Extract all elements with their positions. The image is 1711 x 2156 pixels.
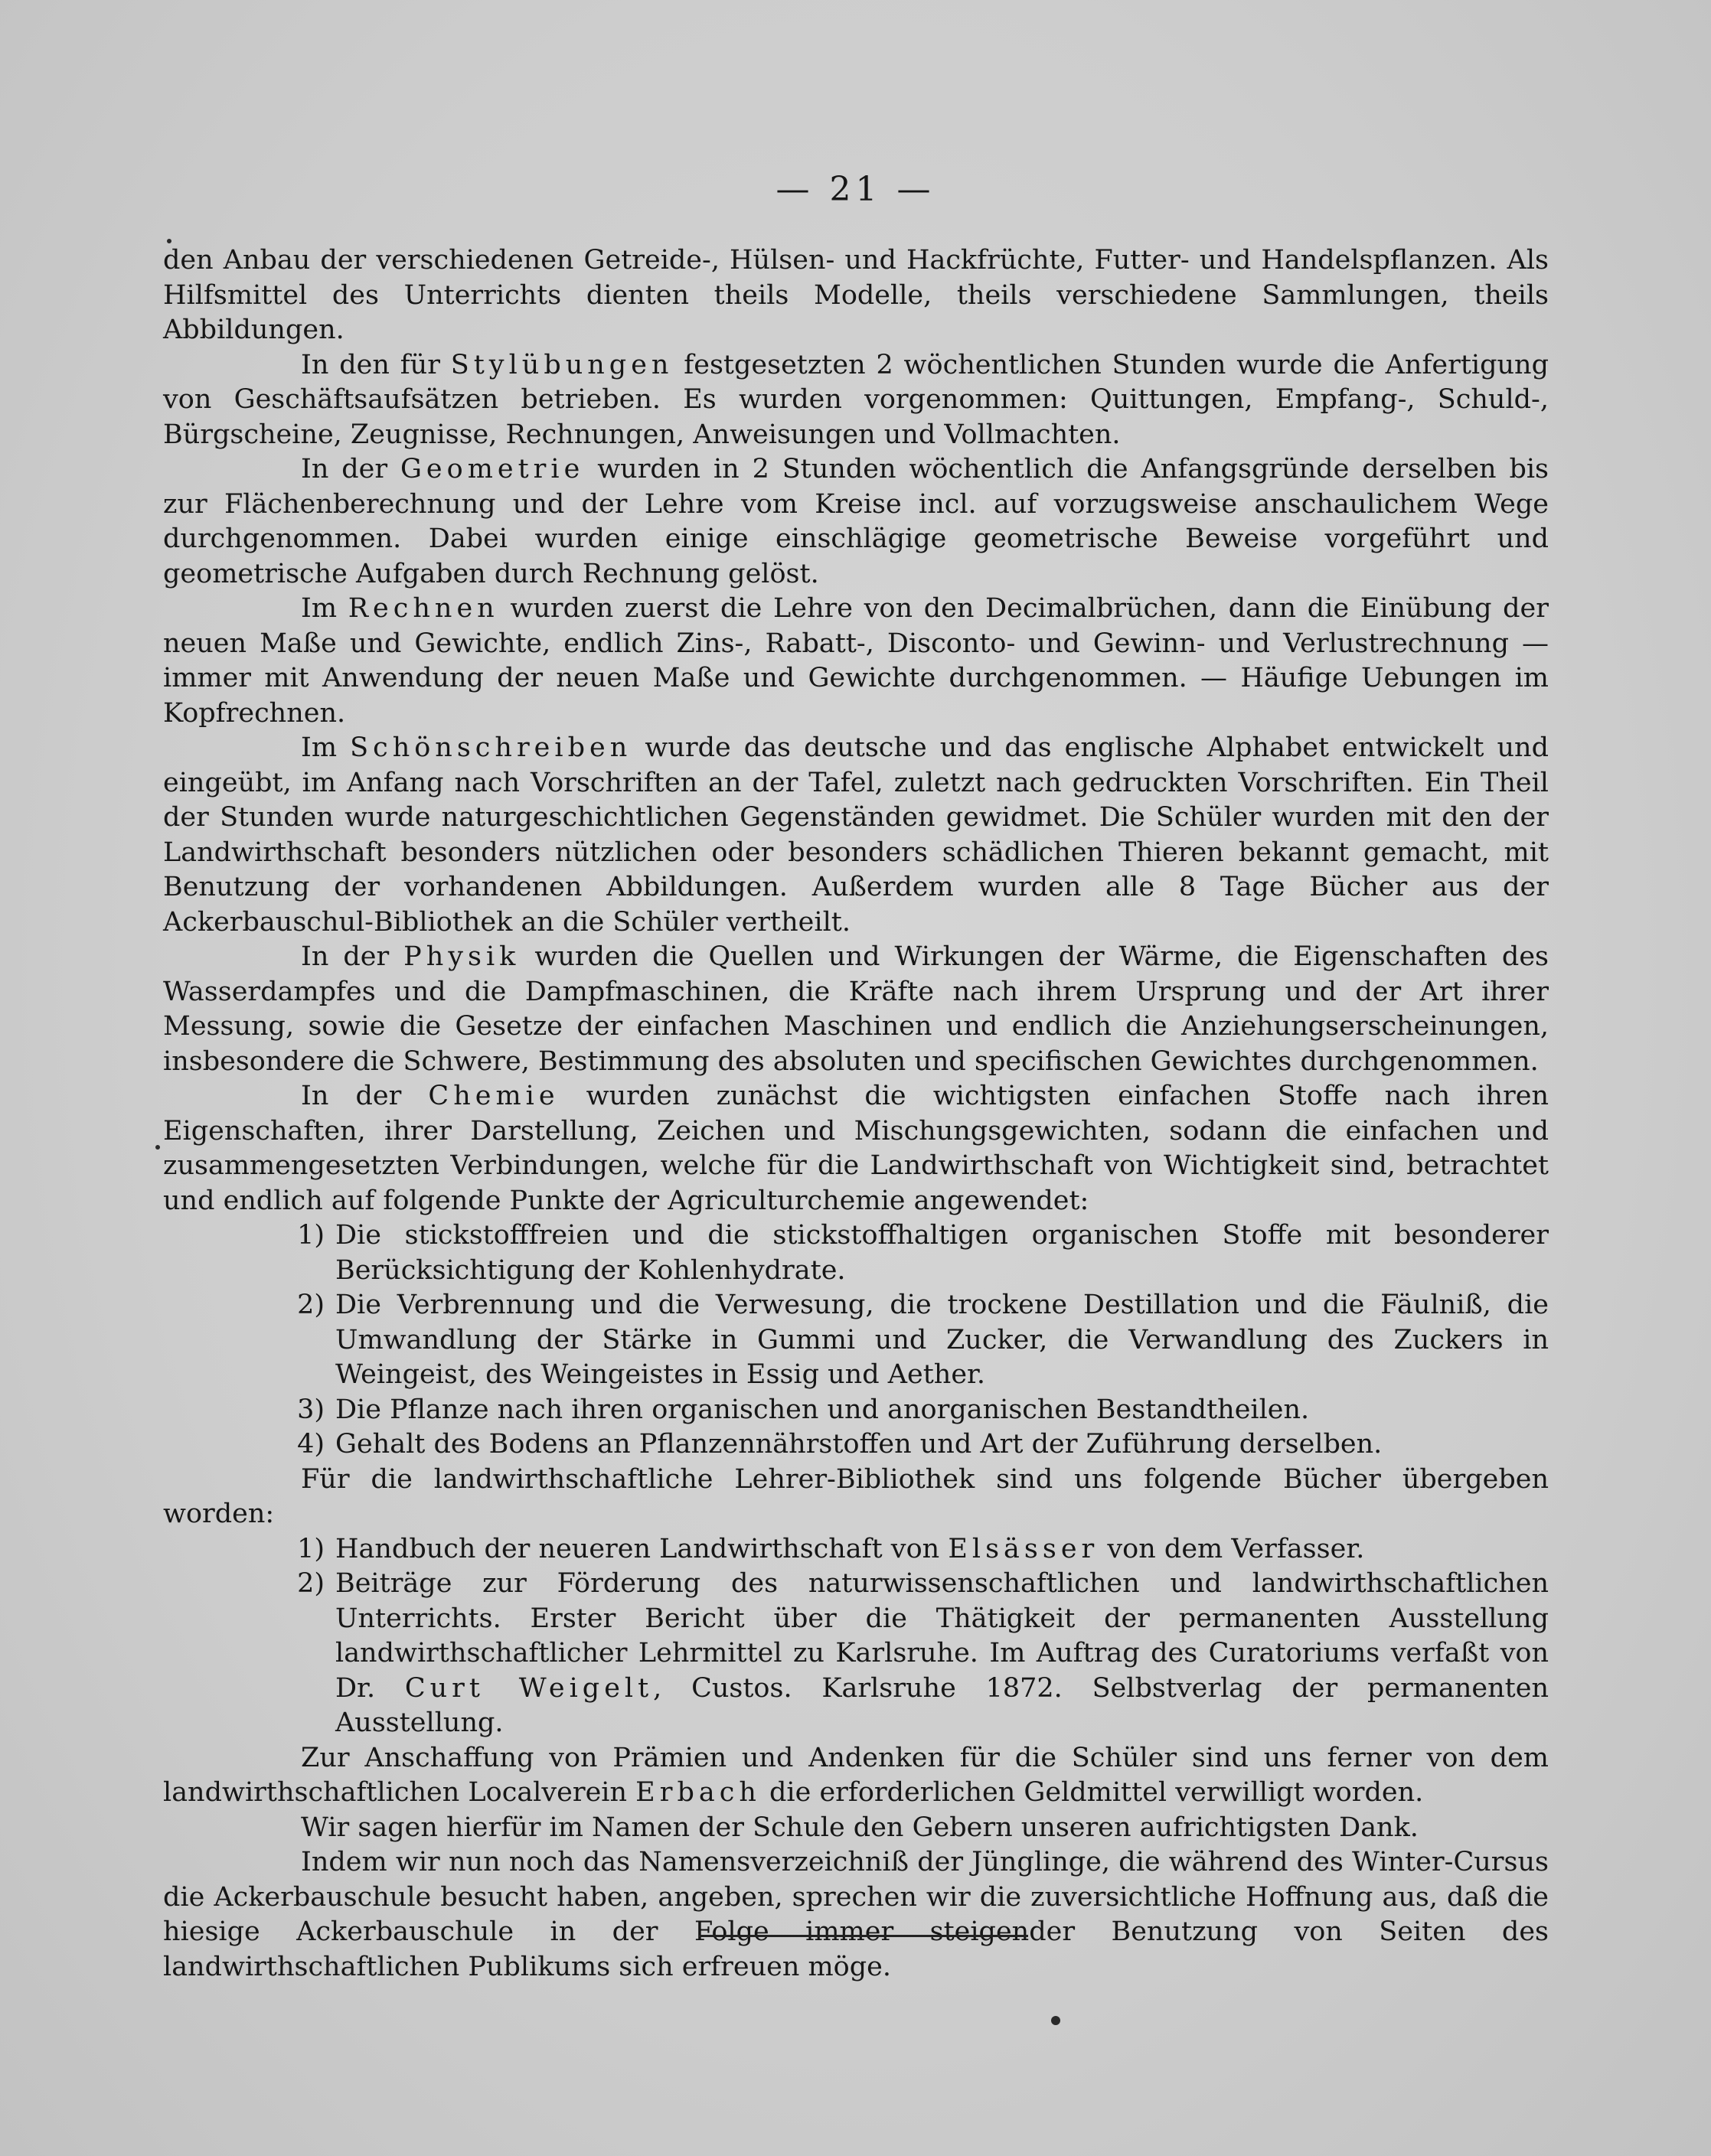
list-text-part: von dem Verfasser. (1099, 1533, 1365, 1564)
paragraph-text: In der (301, 454, 400, 484)
paragraph-library-intro (163, 1463, 1549, 1532)
place-name: Erbach (635, 1777, 761, 1808)
list-item (163, 1427, 1549, 1463)
ink-speck (155, 1145, 160, 1150)
subject-term: Rechnen (348, 593, 499, 624)
paragraph-thanks (163, 1811, 1549, 1846)
page-number: — 21 — (776, 170, 935, 209)
subject-term: Physik (403, 941, 521, 972)
paragraph-text: wurden zuerst die Lehre von den Decimalbrüchen, dann die Einübung der neuen Maße und Gewichte, endlich Zins-, Rabatt-, Disconto- und Gewinn- und Verlustrechnung — immer mit Anwendung der neuen Maße und Gewichte durchgenommen. — Häufige Uebungen im Kopfrechnen. (163, 593, 1549, 729)
subject-term: Geometrie (400, 454, 585, 484)
paragraph-closing (163, 1845, 1549, 1985)
list-text (335, 1567, 1549, 1741)
paragraph-text: Zur Anschaffung von Prämien und Andenken für die Schüler sind uns ferner von dem landwirthschaftlichen Localverein (163, 1742, 1549, 1808)
paragraph-text: Wir sagen hierfür im Namen der Schule den Gebern unseren aufrichtigsten Dank. (301, 1812, 1419, 1843)
paragraph-text: wurden in 2 Stunden wöchentlich die Anfangsgründe derselben bis zur Flächenberechnung und der Lehre vom Kreise incl. auf vorzugsweise anschaulichem Wege durchgenommen. Dabei wurden einige einschlägige geometrische Beweise vorgeführt und geometrische Aufgaben durch Rechnung gelöst. (163, 454, 1549, 589)
list-text: Gehalt des Bodens an Pflanzennährstoffen und Art der Zuführung derselben. (335, 1429, 1383, 1460)
list-number: 4) (297, 1429, 325, 1460)
paragraph-chemistry (163, 1079, 1549, 1218)
list-item (163, 1532, 1549, 1567)
paragraph-text: Indem wir nun noch das Namensverzeichniß der Jünglinge, die während des Winter-Cursus die Ackerbauschule besucht haben, angeben, sprechen wir die zuversichtliche Hoffnung aus, daß die hiesige Ackerbauschule in der Folge immer steigender Benutzung von Seiten des landwirthschaftlichen Publikums sich erfreuen möge. (163, 1847, 1549, 1982)
list-text-part: Handbuch der neueren Landwirthschaft von (335, 1533, 949, 1564)
paragraph-text: In der (301, 941, 404, 972)
paragraph-calligraphy (163, 731, 1549, 940)
paragraph-text: wurden die Quellen und Wirkungen der Wärme, die Eigenschaften des Wasserdampfes und die Dampfmaschinen, die Kräfte nach ihrem Ursprung und der Art ihrer Messung, sowie die Gesetze der einfachen Maschinen und endlich die Anziehungserscheinungen, insbesondere die Schwere, Bestimmung des absoluten und specifischen Gewichtes durchgenommen. (163, 941, 1549, 1077)
paragraph-text: Im (301, 732, 351, 763)
list-number: 1) (297, 1220, 325, 1251)
paragraph-text: In der (301, 1081, 429, 1111)
subject-term: Chemie (428, 1081, 560, 1111)
paragraph-text: den Anbau der verschiedenen Getreide-, Hülsen- und Hackfrüchte, Futter- und Handelspflanzen. Als Hilfsmittel des Unterrichts dienten theils Modelle, theils verschiedene Sammlungen, theils Abbildungen. (163, 245, 1549, 345)
list-number: 2) (297, 1290, 325, 1320)
list-number: 2) (297, 1568, 325, 1599)
paragraph-text: die erforderlichen Geldmittel verwilligt worden. (760, 1777, 1424, 1808)
subject-term: Stylübungen (450, 349, 674, 380)
ink-speck (1051, 2016, 1060, 2025)
list-number: 1) (297, 1533, 325, 1564)
paragraph-text: Im (301, 593, 348, 624)
subject-term: Schönschreiben (350, 732, 632, 763)
body-text (163, 243, 1549, 1985)
closing-rule (699, 1935, 1028, 1937)
paragraph-text: In den für (301, 349, 451, 380)
author-name: Elsässer (948, 1533, 1099, 1564)
chemistry-topics-list (163, 1218, 1549, 1463)
paragraph-arithmetic (163, 592, 1549, 731)
paragraph-text: festgesetzten 2 wöchentlichen Stunden wurde die Anfertigung von Geschäftsaufsätzen betrieben. Es wurden vorgenommen: Quittungen, Empfang-, Schuld-, Bürgscheine, Zeugnisse, Rechnungen, Anweisungen und Vollmachten. (163, 349, 1549, 450)
paragraph-physics (163, 940, 1549, 1079)
paragraph-geometry (163, 452, 1549, 592)
paragraph-text: Für die landwirthschaftliche Lehrer-Bibliothek sind uns folgende Bücher übergeben worden: (163, 1463, 1549, 1529)
list-item (163, 1288, 1549, 1393)
paragraph-crops (163, 243, 1549, 348)
ink-speck (167, 239, 171, 243)
paragraph-text: wurden zunächst die wichtigsten einfachen Stoffe nach ihren Eigenschaften, ihrer Darstellung, Zeichen und Mischungsgewichten, sodann die einfachen und zusammengesetzten Verbindungen, welche für die Landwirthschaft von Wichtigkeit sind, betrachtet und endlich auf folgende Punkte der Agriculturchemie angewendet: (163, 1081, 1549, 1216)
list-text (335, 1532, 1549, 1567)
list-text: Die Pflanze nach ihren organischen und anorganischen Bestandtheilen. (335, 1394, 1310, 1425)
list-text: Die Verbrennung und die Verwesung, die trockene Destillation und die Fäulniß, die Umwandlung der Stärke in Gummi und Zucker, die Verwandlung des Zuckers in Weingeist, des Weingeistes in Essig und Aether. (335, 1290, 1549, 1390)
author-name: Curt Weigelt (404, 1672, 654, 1704)
list-text-part: , Custos. Karlsruhe 1872. Selbstverlag der permanenten Ausstellung. (335, 1672, 1549, 1738)
list-text: Die stickstofffreien und die stickstoffhaltigen organischen Stoffe mit besonderer Berücksichtigung der Kohlenhydrate. (335, 1220, 1549, 1286)
list-item (163, 1218, 1549, 1288)
list-text-part: Beiträge zur Förderung des naturwissenschaftlichen und landwirthschaftlichen Unterrichts. Erster Bericht über die Thätigkeit der permanenten Ausstellung landwirthschaftlicher Lehrmittel zu Karlsruhe. Im Auftrag des Curatoriums verfaßt von Dr. (335, 1568, 1549, 1704)
paragraph-text: wurde das deutsche und das englische Alphabet entwickelt und eingeübt, im Anfang nach Vorschriften an der Tafel, zuletzt nach gedruckten Vorschriften. Ein Theil der Stunden wurde naturgeschichtlichen Gegenständen gewidmet. Die Schüler wurden mit den der Landwirthschaft besonders nützlichen oder besonders schädlichen Thieren bekannt gemacht, mit Benutzung der vorhandenen Abbildungen. Außerdem wurden alle 8 Tage Bücher aus der Ackerbauschul-Bibliothek an die Schüler vertheilt. (163, 732, 1549, 938)
list-item (163, 1393, 1549, 1428)
list-item (163, 1567, 1549, 1741)
library-books-list (163, 1532, 1549, 1741)
list-number: 3) (297, 1394, 325, 1425)
paragraph-style-exercises (163, 348, 1549, 453)
paragraph-local-association (163, 1741, 1549, 1811)
